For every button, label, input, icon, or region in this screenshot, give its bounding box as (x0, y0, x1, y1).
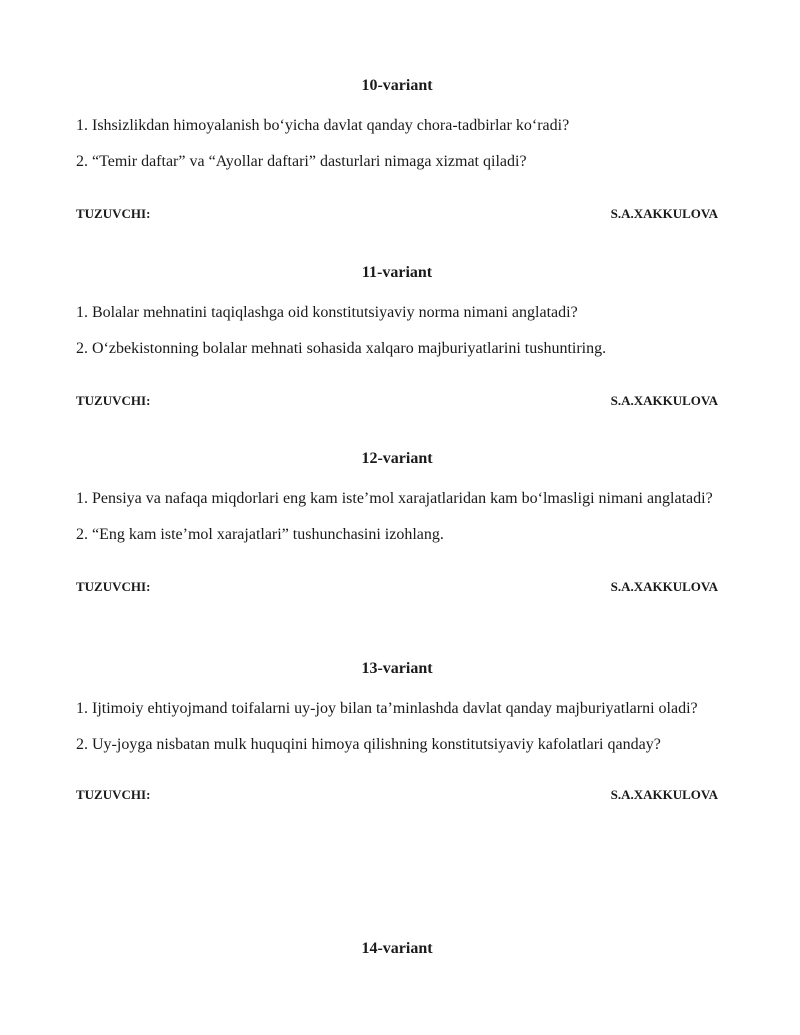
compiler-label: TUZUVCHI: (76, 787, 151, 802)
compiler-name: S.A.XAKKULOVA (610, 787, 718, 802)
variant-title: 13-variant (361, 660, 433, 677)
variant-title: 12-variant (361, 450, 433, 467)
variant-title: 10-variant (361, 77, 433, 94)
variant-13 (76, 659, 718, 803)
variant-14 (76, 939, 718, 959)
compiler-label: TUZUVCHI: (76, 579, 151, 594)
question-2: 2. “Temir daftar” va “Ayollar daftari” dasturlari nimaga xizmat qiladi? (76, 153, 527, 170)
question-2: 2. Uy-joyga nisbatan mulk huquqini himoya qilishning konstitutsiyaviy kafolatlari qanday? (76, 736, 661, 753)
variant-12 (76, 449, 718, 595)
question-2: 2. O‘zbekistonning bolalar mehnati sohasida xalqaro majburiyatlarini tushuntiring. (76, 340, 607, 357)
compiler-label: TUZUVCHI: (76, 393, 151, 408)
variant-11 (76, 263, 718, 409)
compiler-label: TUZUVCHI: (76, 206, 151, 221)
signature-row (76, 787, 718, 803)
variant-10 (76, 76, 718, 222)
signature-row (76, 393, 718, 409)
question-1: 1. Ishsizlikdan himoyalanish bo‘yicha davlat qanday chora-tadbirlar ko‘radi? (76, 117, 570, 134)
compiler-name: S.A.XAKKULOVA (610, 579, 718, 594)
question-1: 1. Pensiya va nafaqa miqdorlari eng kam iste’mol xarajatlaridan kam bo‘lmasligi nimani anglatadi? (76, 490, 713, 507)
variant-title: 14-variant (361, 940, 433, 957)
question-1: 1. Ijtimoiy ehtiyojmand toifalarni uy-joy bilan ta’minlashda davlat qanday majburiyatlarni oladi? (76, 700, 698, 717)
variant-title: 11-variant (361, 264, 433, 281)
compiler-name: S.A.XAKKULOVA (610, 393, 718, 408)
signature-row (76, 579, 718, 595)
question-2: 2. “Eng kam iste’mol xarajatlari” tushunchasini izohlang. (76, 526, 444, 543)
question-1: 1. Bolalar mehnatini taqiqlashga oid konstitutsiyaviy norma nimani anglatadi? (76, 304, 578, 321)
compiler-name: S.A.XAKKULOVA (610, 206, 718, 221)
signature-row (76, 206, 718, 222)
